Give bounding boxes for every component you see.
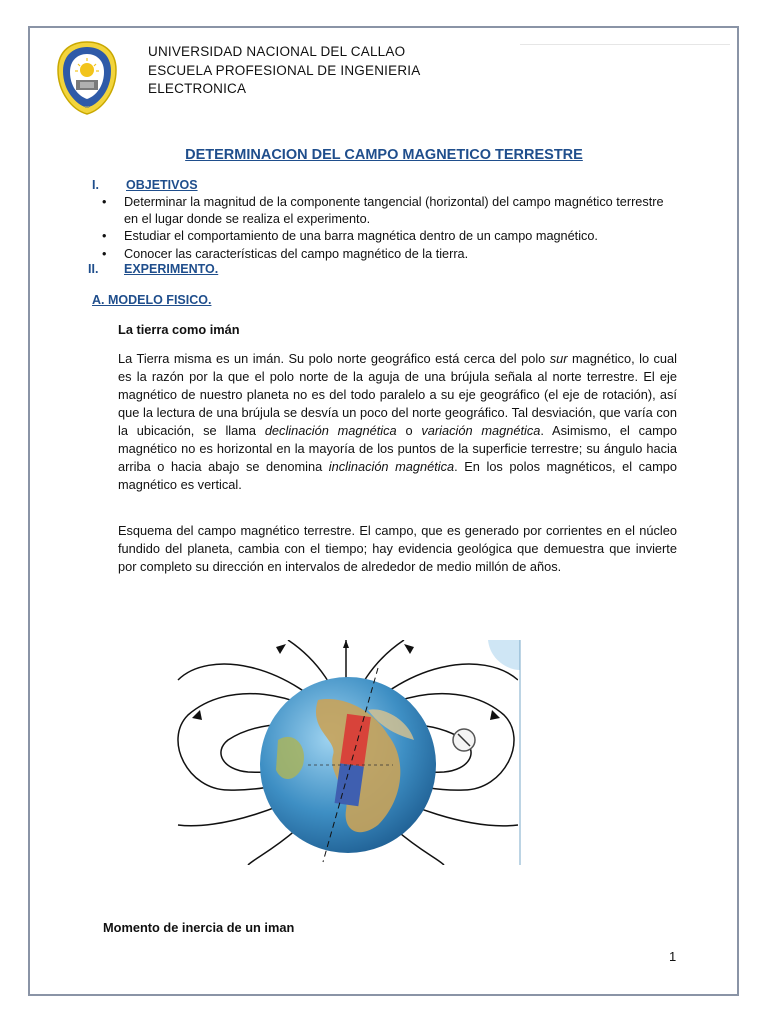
section-number: I.	[92, 178, 99, 192]
text-emphasis: variación magnética	[421, 423, 541, 438]
text-emphasis: sur	[549, 351, 568, 366]
section-title: OBJETIVOS	[126, 178, 198, 192]
document-title: DETERMINACION DEL CAMPO MAGNETICO TERRESTRE	[185, 147, 583, 163]
header-line-1: UNIVERSIDAD NACIONAL DEL CALLAO	[148, 44, 406, 59]
university-seal-icon	[56, 40, 118, 116]
caption-momento-inercia: Momento de inercia de un iman	[103, 920, 295, 935]
text-run: La Tierra misma es un imán. Su polo norte geográfico está cerca del polo	[118, 351, 550, 366]
seal-year: 1966	[81, 106, 93, 112]
list-item: • Estudiar el comportamiento de una barra magnética dentro de un campo magnético.	[100, 228, 680, 245]
paragraph-tierra-iman	[118, 350, 677, 494]
text-run: . Asimismo, el campo magnético no es horizontal en la mayoría de los puntos de la superficie terrestre; su ángulo hacia arriba o hacia abajo se denomina	[118, 423, 677, 474]
section-number: II.	[88, 262, 99, 276]
page-number: 1	[669, 949, 677, 964]
text-emphasis: declinación magnética	[264, 423, 397, 438]
subsection-modelo-fisico-heading: A. MODELO FISICO.	[92, 293, 212, 307]
subheading-tierra-iman: La tierra como imán	[118, 322, 240, 337]
section-experimento-heading	[88, 262, 218, 276]
earth-magnetic-field-figure	[168, 640, 524, 865]
text-emphasis: inclinación magnética	[328, 459, 455, 474]
section-title: EXPERIMENTO.	[124, 262, 219, 276]
header-rule	[520, 44, 730, 45]
objectives-list	[100, 194, 680, 263]
compass-icon	[453, 729, 475, 751]
paragraph-esquema: Esquema del campo magnético terrestre. El campo, que es generado por corrientes en el núcleo fundido del planeta, cambia con el tiempo; hay evidencia geológica que demuestra que invierte por completo su dirección en intervalos de alrededor de medio millón de años.	[118, 523, 677, 574]
list-item: • Determinar la magnitud de la componente tangencial (horizontal) del campo magnético terrestre en el lugar donde se realiza el experimento.	[100, 194, 680, 228]
text-run: o	[396, 423, 422, 438]
university-header	[148, 43, 420, 99]
list-item: • Conocer las características del campo magnético de la tierra.	[100, 246, 680, 263]
text-run: . En los polos magnéticos, el campo magnético es vertical.	[118, 459, 678, 492]
header-line-2: ESCUELA PROFESIONAL DE INGENIERIA	[148, 62, 421, 78]
header-line-3: ELECTRONICA	[148, 81, 247, 96]
section-objetivos-heading	[92, 178, 198, 192]
text-run: magnético, lo cual es la razón por la que el polo norte de la aguja de una brújula señala al norte terrestre. El eje magnético de nuestro planeta no es del todo paralelo a su eje geográfico (el eje de rotación), así que la lectura de una brújula se desvía un poco del norte geográfico. Tal desviación, que varía con la ubicación, se llama	[118, 351, 678, 438]
